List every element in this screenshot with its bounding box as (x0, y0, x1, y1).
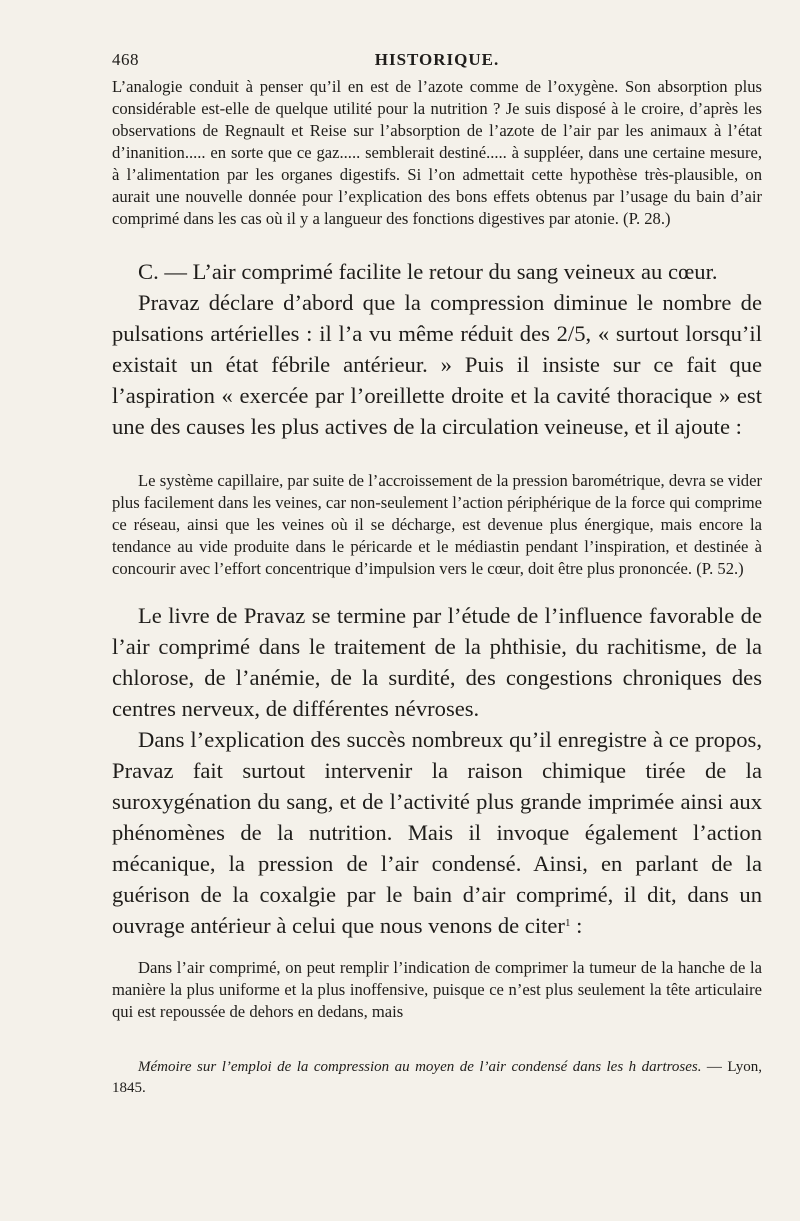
paragraph-pravaz: Pravaz déclare d’abord que la compression diminue le nombre de pulsations artérielles : il l’a vu même réduit des 2/5, « surtout lorsqu’il existait un état fébrile antérieur. » Puis il insiste sur ce fait que l’aspiration « exercée par l’oreillette droite et la cavité thoracique » est une des causes les plus actives de la circulation veineuse, et il ajoute : (112, 290, 762, 439)
quote-coxalgie: Dans l’air comprimé, on peut remplir l’indication de comprimer la tumeur de la hanche de la manière la plus uniforme et la plus inoffensive, puisque ce n’est plus seulement la tête articulaire qui est repoussée de dehors en dedans, mais (112, 958, 762, 1021)
quote-capillary: Le système capillaire, par suite de l’accroissement de la pression barométrique, devra se vider plus facilement dans les veines, car non-seulement l’action périphérique de la force qui comprime ce réseau, ainsi que les veines où il se décharge, est devenue plus énergique, mais encore la tendance au vide produite dans le péricarde et le médiastin pendant l’inspiration, et destinée à concourir avec l’effort concentrique d’impulsion vers le cœur, doit être plus prononcée. (P. 52.) (112, 471, 762, 578)
page (112, 44, 762, 1099)
footnote-marker: 1 (564, 917, 571, 929)
footnote-text (112, 1057, 762, 1099)
quote-nitrogen: L’analogie conduit à penser qu’il en est de l’azote comme de l’oxygène. Son absorption plus considérable est-elle de quelque utilité pour la nutrition ? Je suis disposé à le croire, d’après les observations de Regnault et Reise sur l’absorption de l’azote de l’air par les animaux à l’état d’inanition..... en sorte que ce gaz..... semblerait destiné..... à suppléer, dans une certaine mesure, à l’alimentation par les organes digestifs. Si l’on admettait cette hypothèse très-plausible, on aurait une nouvelle donnée pour l’explication des bons effets obtenus par l’usage du bain d’air comprimé dans les cas où il y a langueur des fonctions digestives par atonie. (P. 28.) (112, 77, 762, 228)
paragraph-explication (112, 724, 762, 941)
page-number: 468 (112, 50, 139, 69)
paragraph-livre: Le livre de Pravaz se termine par l’étude de l’influence favorable de l’air comprimé dans le traitement de la phthisie, du rachitisme, de la chlorose, de l’anémie, de la surdité, des congestions chroniques des centres nerveux, de différentes névroses. (112, 603, 762, 721)
footnote-publication: — Lyon, 1845. (112, 1059, 762, 1096)
paragraph-explication-text: Dans l’explication des succès nombreux qu’il enregistre à ce propos, Pravaz fait surtout intervenir la raison chimique tirée de la suroxygénation du sang, et de l’activité plus grande imprimée ainsi aux phénomènes de la nutrition. Mais il invoque également l’action mécanique, la pression de l’air condensé. Ainsi, en parlant de la guérison de la coxalgie par le bain d’air comprimé, il dit, dans un ouvrage antérieur à celui que nous venons de citer (112, 727, 762, 938)
paragraph-colon: : (570, 913, 583, 938)
footnote-title: Mémoire sur l’emploi de la compression au moyen de l’air condensé dans les h dartroses. (138, 1059, 702, 1075)
footnote (112, 1057, 762, 1099)
running-title: HISTORIQUE. (374, 50, 500, 69)
running-header (112, 44, 762, 74)
section-heading-c: C. — L’air comprimé facilite le retour du sang veineux au cœur. (138, 259, 718, 284)
